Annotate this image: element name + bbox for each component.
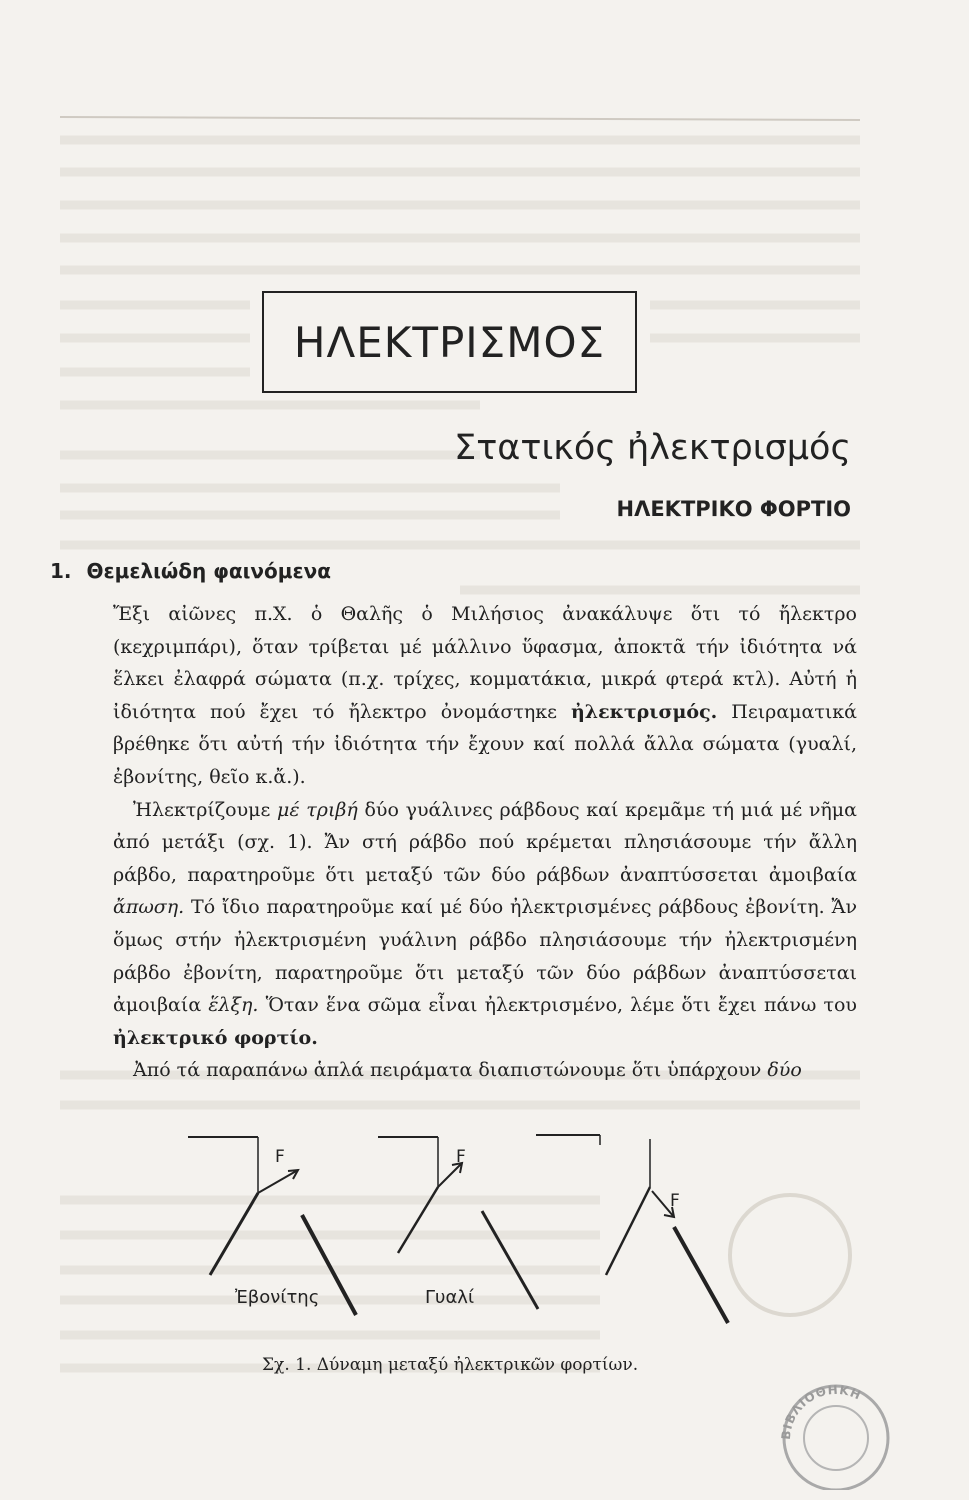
paragraph-2-text-a: Ἠλεκτρίζουμε — [133, 798, 271, 821]
subsection-title: ΗΛΕΚΤΡΙΚΟ ΦΟΡΤΙΟ — [616, 497, 851, 521]
heading-fundamental-phenomena — [50, 559, 331, 583]
label-glass: Γυαλί — [425, 1287, 475, 1308]
paragraph-1 — [113, 598, 857, 794]
library-stamp — [770, 1370, 900, 1490]
paragraph-2 — [113, 794, 857, 1055]
emphasis-friction: μέ τριβή — [277, 798, 358, 821]
approaching-rod-3 — [674, 1227, 728, 1323]
force-arrow-1 — [258, 1170, 298, 1193]
chapter-title: ΗΛΕΚΤΡΙΣΜΟΣ — [293, 317, 606, 367]
paragraph-3-text-a: Ἀπό τά παραπάνω ἁπλά πειράματα διαπιστώνουμε ὅτι ὑπάρχουν — [133, 1059, 762, 1082]
term-electricity: ἠλεκτρισμός. — [570, 700, 718, 723]
force-label-3: F — [670, 1191, 680, 1211]
body-text — [113, 598, 857, 1087]
hanging-rod-1 — [210, 1193, 258, 1275]
figure-1 — [180, 1125, 740, 1340]
paragraph-3 — [113, 1054, 857, 1087]
paragraph-1-text-a: Ἔξι αἰῶνες π.Χ. ὁ Θαλῆς ὁ Μιλήσιος ἀνακάλυψε ὅτι τό ἤλεκτρο (κεχριμπάρι), ὅταν τρίβεται μέ μάλλινο ὕφασμα, ἀποκτᾶ τήν ἰδιότητα νά ἕλκει ἐλαφρά σώματα (π.χ. τρίχες, κομματάκια, μικρά φτερά κτλ). Αὐτή ἡ ἰδιότητα πού ἔχει τό ἤλεκτρο ὀνομάστηκε — [113, 603, 857, 723]
heading-text: Θεμελιώδη φαινόμενα — [86, 559, 331, 583]
paragraph-2-text-c: Τό ἴδιο παρατηροῦμε καί μέ δύο ἠλεκτρισμένες ράβδους ἐβονίτη. Ἄν ὅμως στήν ἠλεκτρισμένη γυάλινη ράβδο πλησιάσουμε τήν ἠλεκτρισμένη ράβδο ἐβονίτη, παρατηροῦμε ὅτι μεταξύ τῶν δύο ράβδων ἀναπτύσσεται ἀμοιβαία — [113, 896, 858, 1017]
force-label-2: F — [456, 1147, 466, 1167]
hanging-rod-2 — [398, 1187, 438, 1253]
approaching-rod-2 — [482, 1211, 538, 1309]
paragraph-2-text-b: δύο γυάλινες ράβδους καί κρεμᾶμε τή μιά μέ νῆμα ἀπό μετάξι (σχ. 1). Ἄν στή ράβδο πού κρέμεται πλησιάσουμε τήν ἄλλη ράβδο, παρατηροῦμε ὅτι μεταξύ τῶν δύο ράβδων ἀναπτύσσεται ἀμοιβαία — [113, 798, 857, 886]
emphasis-repulsion: ἄπωση. — [113, 896, 185, 919]
figure-caption: Σχ. 1. Δύναμη μεταξύ ἠλεκτρικῶν φορτίων. — [262, 1355, 639, 1375]
section-title: Στατικός ἠλεκτρισμός — [454, 428, 851, 468]
force-label-1: F — [275, 1147, 285, 1167]
emphasis-two: δύο — [767, 1059, 802, 1082]
emphasis-attraction: ἕλξη. — [208, 994, 259, 1017]
chapter-title-box — [262, 291, 637, 393]
hanging-rod-3 — [606, 1187, 650, 1275]
paragraph-1-text-b: Πειραματικά βρέθηκε ὅτι αὐτή τήν ἰδιότητα τήν ἔχουν καί πολλά ἄλλα σώματα (γυαλί, ἐβονίτης, θεῖο κ.ἄ.). — [113, 700, 858, 788]
paragraph-2-text-d: Ὅταν ἕνα σῶμα εἶναι ἠλεκτρισμένο, λέμε ὅτι ἔχει πάνω του — [265, 994, 857, 1017]
label-ebonite: Ἐβονίτης — [235, 1287, 320, 1308]
heading-number: 1. — [50, 559, 72, 583]
stamp-text-path: ΒΙΒΛΙΟΘΗΚΗ — [778, 1382, 864, 1441]
term-electric-charge: ἠλεκτρικό φορτίο. — [113, 1026, 318, 1049]
